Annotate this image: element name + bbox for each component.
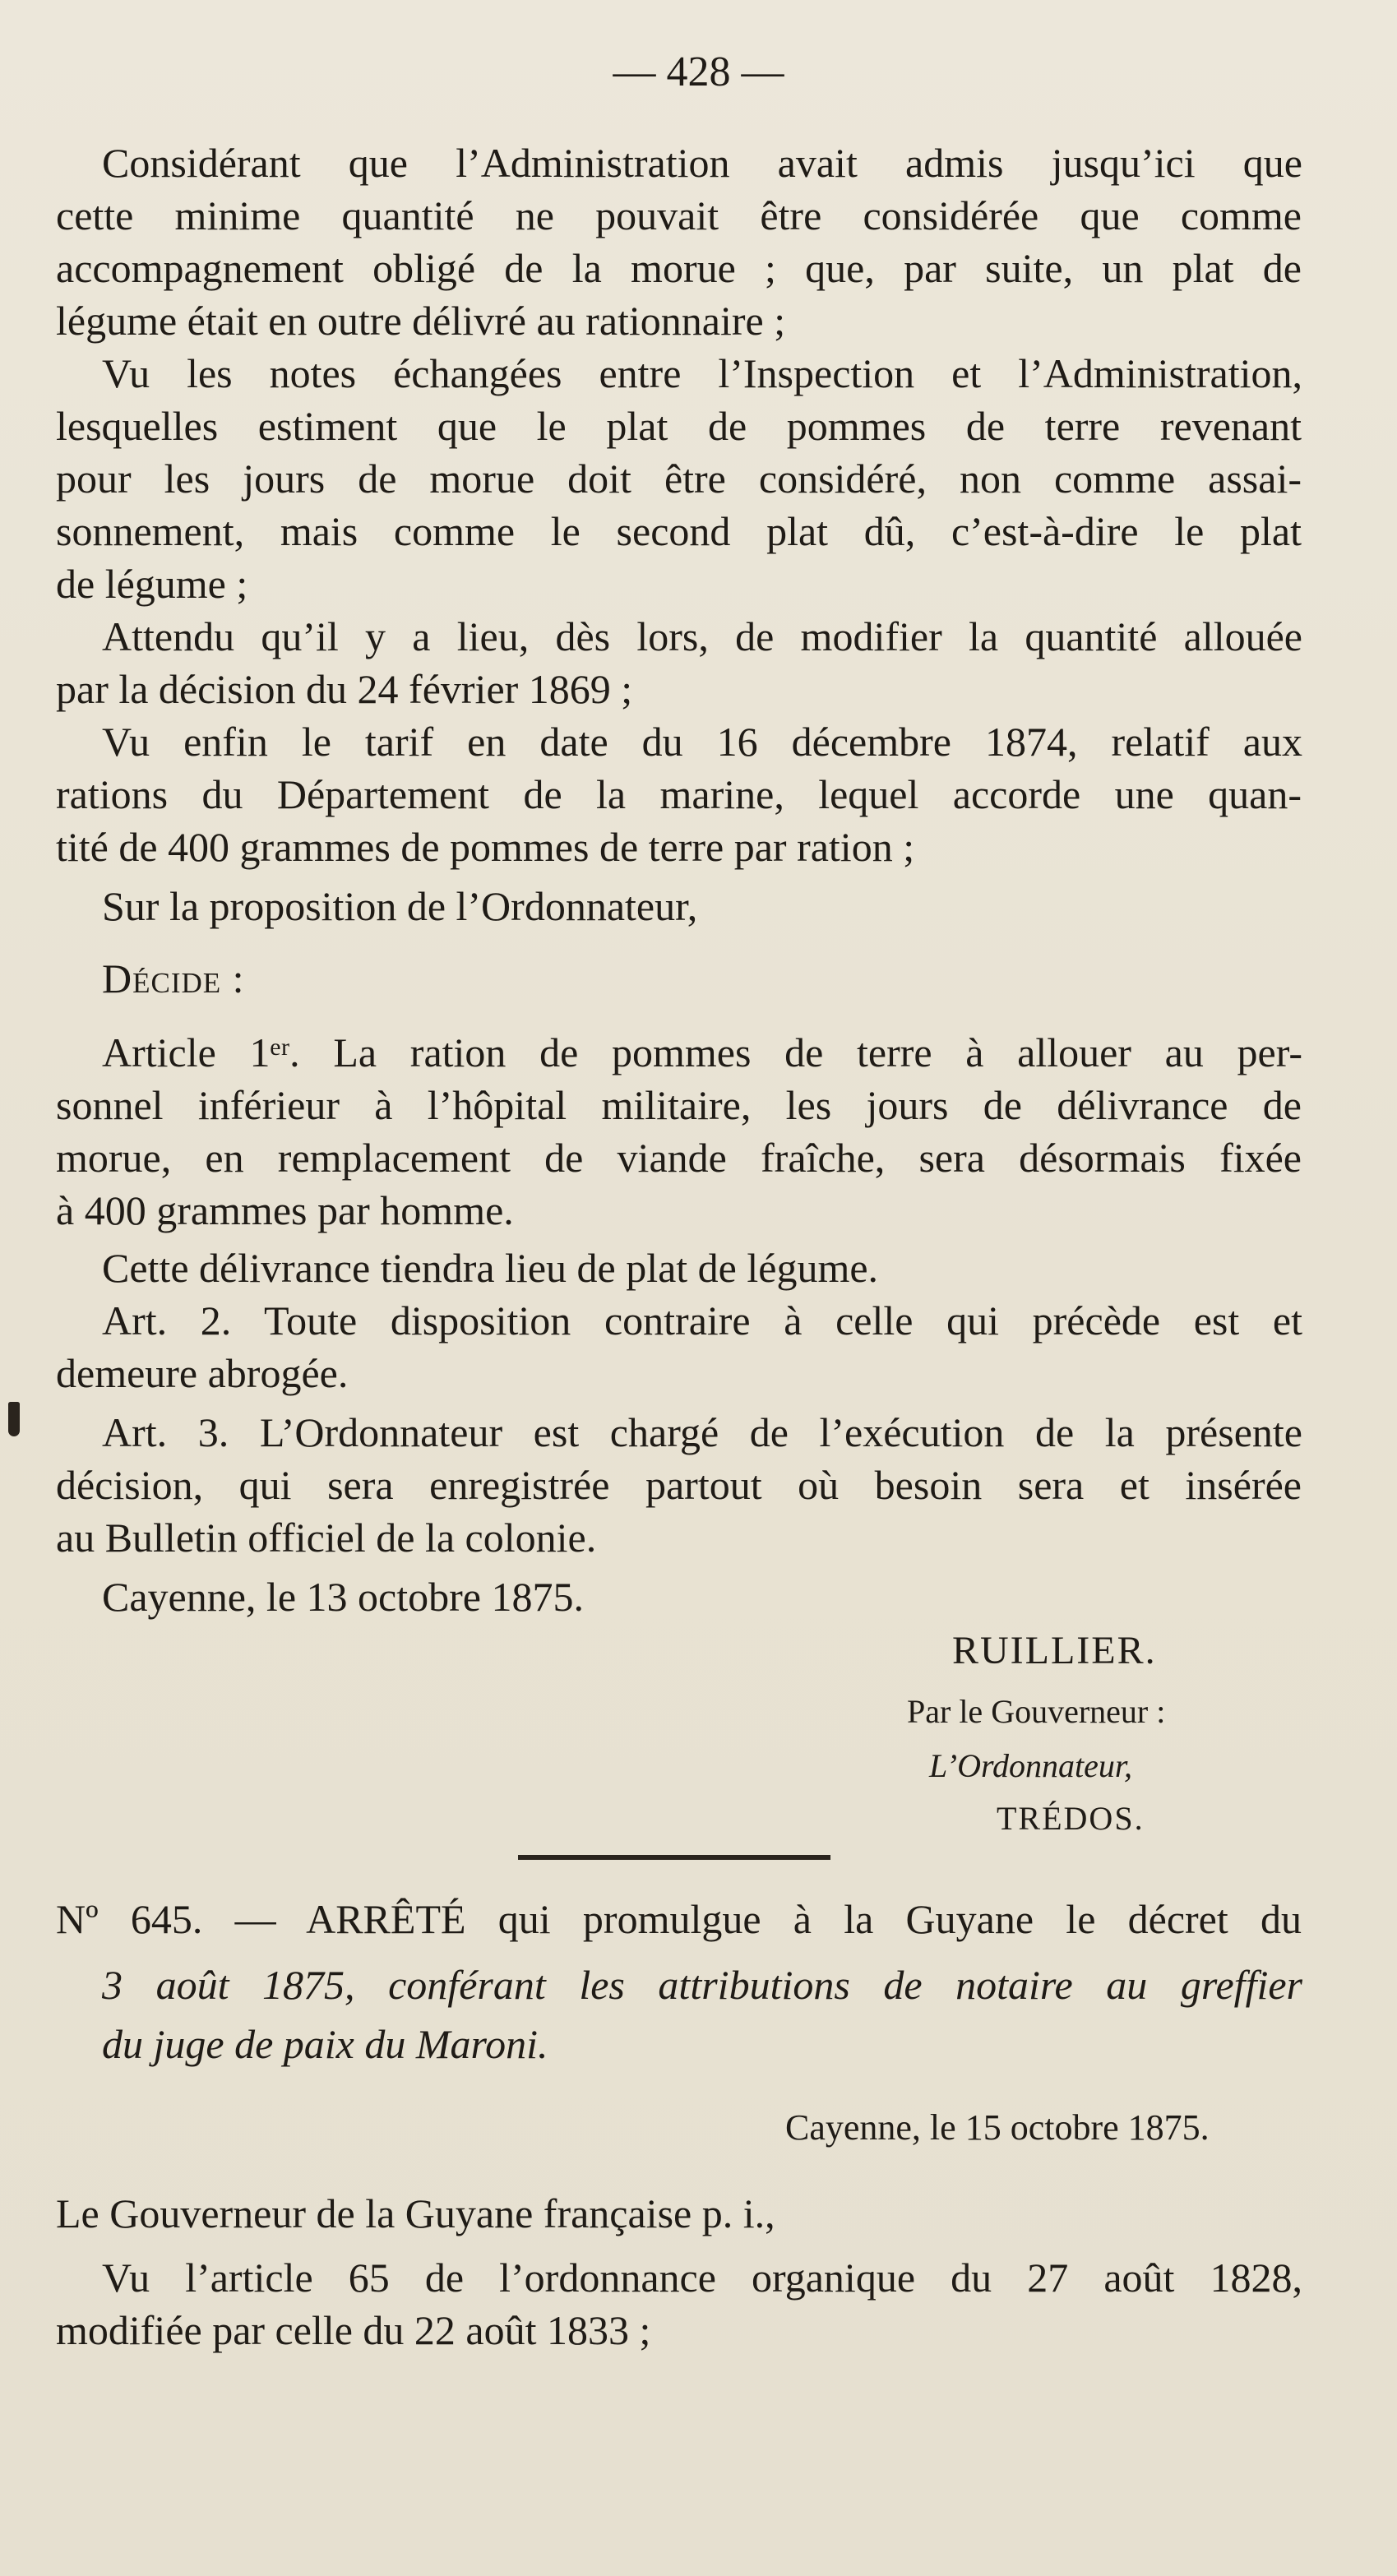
text-line: Attendu qu’il y a lieu, dès lors, de modifier la quantité allouée — [102, 613, 1302, 659]
text-line: Le Gouverneur de la Guyane française p. i., — [56, 2190, 775, 2236]
text-line: accompagnement obligé de la morue ; que, par suite, un plat de — [56, 245, 1302, 291]
text-line: sonnement, mais comme le second plat dû, c’est-à-dire le plat — [56, 508, 1302, 554]
text-line: Vu enfin le tarif en date du 16 décembre 1874, relatif aux — [102, 719, 1302, 765]
text-line: Art. 3. L’Ordonnateur est chargé de l’exécution de la présente — [102, 1409, 1302, 1455]
section-divider — [518, 1855, 830, 1860]
margin-mark — [8, 1402, 20, 1436]
text-line: lesquelles estiment que le plat de pommes de terre revenant — [56, 403, 1302, 449]
text-line: Article 1ᵉʳ. La ration de pommes de terre à allouer au per- — [102, 1029, 1302, 1075]
text-line: 3 août 1875, conférant les attributions de notaire au greffier — [102, 1962, 1302, 2008]
text-line: au Bulletin officiel de la colonie. — [56, 1515, 597, 1561]
text-line: Cette délivrance tiendra lieu de plat de légume. — [102, 1245, 879, 1291]
text-line: rations du Département de la marine, lequel accorde une quan- — [56, 771, 1302, 817]
decree-dateline: Cayenne, le 15 octobre 1875. — [785, 2107, 1210, 2148]
text-line: pour les jours de morue doit être considéré, non comme assai- — [56, 456, 1302, 502]
text-line: Sur la proposition de l’Ordonnateur, — [102, 883, 698, 929]
text-line: légume était en outre délivré au rationnaire ; — [56, 298, 786, 344]
text-line: sonnel inférieur à l’hôpital militaire, les jours de délivrance de — [56, 1082, 1302, 1128]
text-line: à 400 grammes par homme. — [56, 1187, 514, 1233]
text-line: morue, en remplacement de viande fraîche, sera désormais fixée — [56, 1135, 1302, 1181]
signature-name: RUILLIER. — [952, 1629, 1157, 1672]
signature-signer: TRÉDOS. — [997, 1800, 1145, 1837]
signature-role: L’Ordonnateur, — [929, 1747, 1133, 1784]
text-line: Décide : — [102, 955, 245, 1001]
signature-par: Par le Gouverneur : — [907, 1693, 1166, 1730]
page-number: — 428 — — [613, 49, 784, 95]
text-line: Vu les notes échangées entre l’Inspection et l’Administration, — [102, 350, 1302, 396]
text-line: Cayenne, le 13 octobre 1875. — [102, 1574, 584, 1620]
text-line: demeure abrogée. — [56, 1350, 349, 1396]
text-line: tité de 400 grammes de pommes de terre par ration ; — [56, 824, 915, 870]
text-line: Vu l’article 65 de l’ordonnance organique du 27 août 1828, — [102, 2255, 1302, 2301]
text-line: Art. 2. Toute disposition contraire à celle qui précède est et — [102, 1297, 1302, 1343]
text-line: cette minime quantité ne pouvait être considérée que comme — [56, 192, 1302, 238]
text-line: du juge de paix du Maroni. — [102, 2021, 548, 2067]
text-line: décision, qui sera enregistrée partout où besoin sera et insérée — [56, 1462, 1302, 1508]
text-line: de légume ; — [56, 561, 248, 607]
text-line: par la décision du 24 février 1869 ; — [56, 666, 633, 712]
text-line: Considérant que l’Administration avait admis jusqu’ici que — [102, 140, 1302, 186]
text-line: modifiée par celle du 22 août 1833 ; — [56, 2307, 651, 2353]
text-line: Nº 645. — ARRÊTÉ qui promulgue à la Guyane le décret du — [56, 1896, 1302, 1942]
